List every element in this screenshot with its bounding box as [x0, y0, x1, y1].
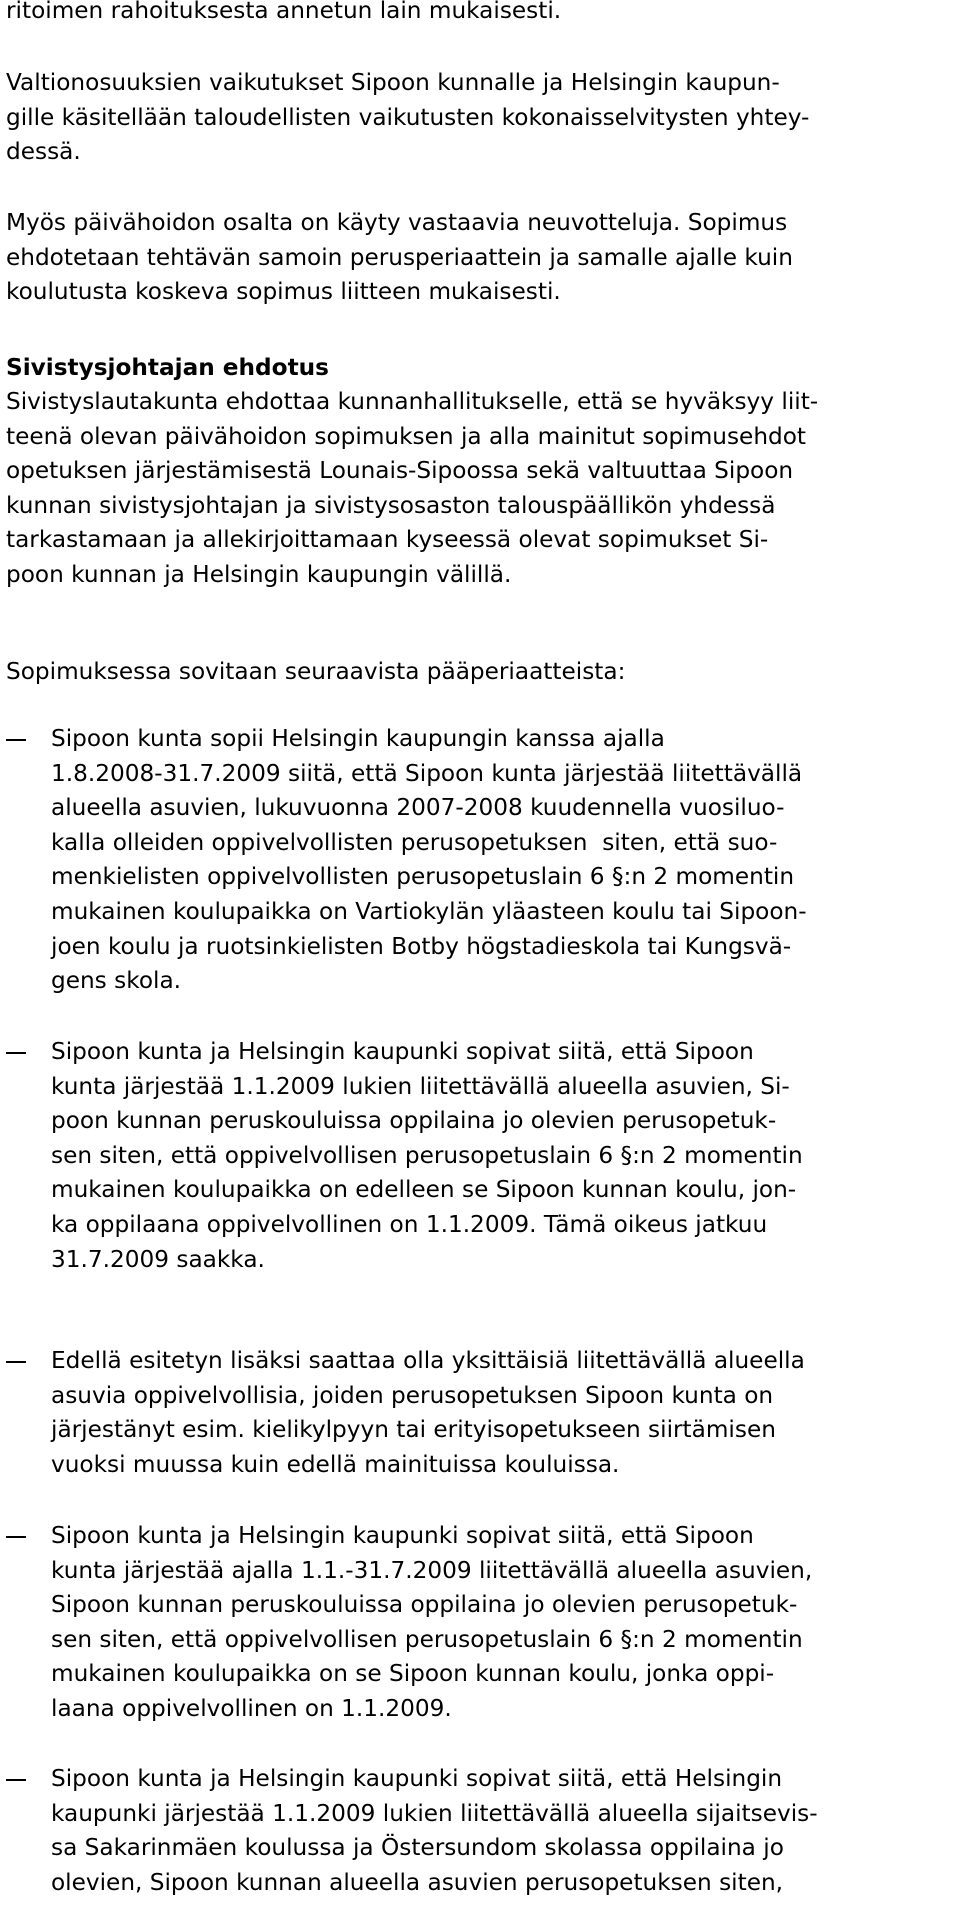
- dash-bullet-icon: [6, 1361, 26, 1363]
- section-heading: Sivistysjohtajan ehdotus: [6, 354, 329, 381]
- dash-bullet-icon: [6, 1536, 26, 1538]
- principles-intro: Sopimuksessa sovitaan seuraavista pääperiaatteista:: [6, 658, 626, 685]
- dash-bullet-icon: [6, 739, 26, 741]
- principle-text: Edellä esitetyn lisäksi saattaa olla yksittäisiä liitettävällä alueella asuvia oppivelvollisia, joiden perusopetuksen Sipoon kunta on järjestänyt esim. kielikylpyyn tai erityisopetukseen siirtämisen vuoksi muussa kuin edellä mainituissa kouluissa.: [51, 1347, 805, 1478]
- dash-bullet-icon: [6, 1779, 26, 1781]
- dash-bullet-icon: [6, 1052, 26, 1054]
- paragraph-daycare: Myös päivähoidon osalta on käyty vastaavia neuvotteluja. Sopimus ehdotetaan tehtävän samoin perusperiaattein ja samalle ajalle kuin koulutusta koskeva sopimus liitteen mukaisesti.: [6, 209, 793, 306]
- proposal-paragraph: Sivistyslautakunta ehdottaa kunnanhallitukselle, että se hyväksyy liit- teenä olevan päivähoidon sopimuksen ja alla mainitut sopimusehdot opetuksen järjestämisestä Lounais-Sipoossa sekä valtuuttaa Sipoon kunnan sivistysjohtajan ja sivistysosaston talouspäällikön yhdessä tarkastamaan ja allekirjoittamaan kyseessä olevat sopimukset Si- poon kunnan ja Helsingin kaupungin välillä.: [6, 388, 819, 588]
- intro-line: ritoimen rahoituksesta annetun lain mukaisesti.: [6, 0, 562, 24]
- principle-text: Sipoon kunta ja Helsingin kaupunki sopivat siitä, että Helsingin kaupunki järjestää 1.1.2009 lukien liitettävällä alueella sijaitsevis- sa Sakarinmäen koulussa ja Östersundom skolassa oppilaina jo olevien, Sipoon kunnan alueella asuvien perusopetuksen siten,: [51, 1765, 818, 1896]
- paragraph-state-subsidies: Valtionosuuksien vaikutukset Sipoon kunnalle ja Helsingin kaupun- gille käsitellään taloudellisten vaikutusten kokonaisselvitysten yhtey- dessä.: [6, 69, 810, 166]
- principle-text: Sipoon kunta sopii Helsingin kaupungin kanssa ajalla 1.8.2008-31.7.2009 siitä, että Sipoon kunta järjestää liitettävällä alueella asuvien, lukuvuonna 2007-2008 kuudennella vuosiluo- kalla olleiden oppivelvollisten perusopetuksen siten, että suo- menkielisten oppivelvollisten perusopetuslain 6 §:n 2 momentin mukainen koulupaikka on Vartiokylän yläasteen koulu tai Sipoon- joen koulu ja ruotsinkielisten Botby högstadieskola tai Kungsvä- gens skola.: [51, 725, 807, 995]
- principle-text: Sipoon kunta ja Helsingin kaupunki sopivat siitä, että Sipoon kunta järjestää 1.1.2009 lukien liitettävällä alueella asuvien, Si- poon kunnan peruskouluissa oppilaina jo olevien perusopetuk- sen siten, että oppivelvollisen perusopetuslain 6 §:n 2 momentin mukainen koulupaikka on edelleen se Sipoon kunnan koulu, jon- ka oppilaana oppivelvollinen on 1.1.2009. Tämä oikeus jatkuu 31.7.2009 saakka.: [51, 1038, 803, 1273]
- principle-text: Sipoon kunta ja Helsingin kaupunki sopivat siitä, että Sipoon kunta järjestää ajalla 1.1.-31.7.2009 liitettävällä alueella asuvien, Sipoon kunnan peruskouluissa oppilaina jo olevien perusopetuk- sen siten, että oppivelvollisen perusopetuslain 6 §:n 2 momentin mukainen koulupaikka on se Sipoon kunnan koulu, jonka oppi- laana oppivelvollinen on 1.1.2009.: [51, 1522, 813, 1722]
